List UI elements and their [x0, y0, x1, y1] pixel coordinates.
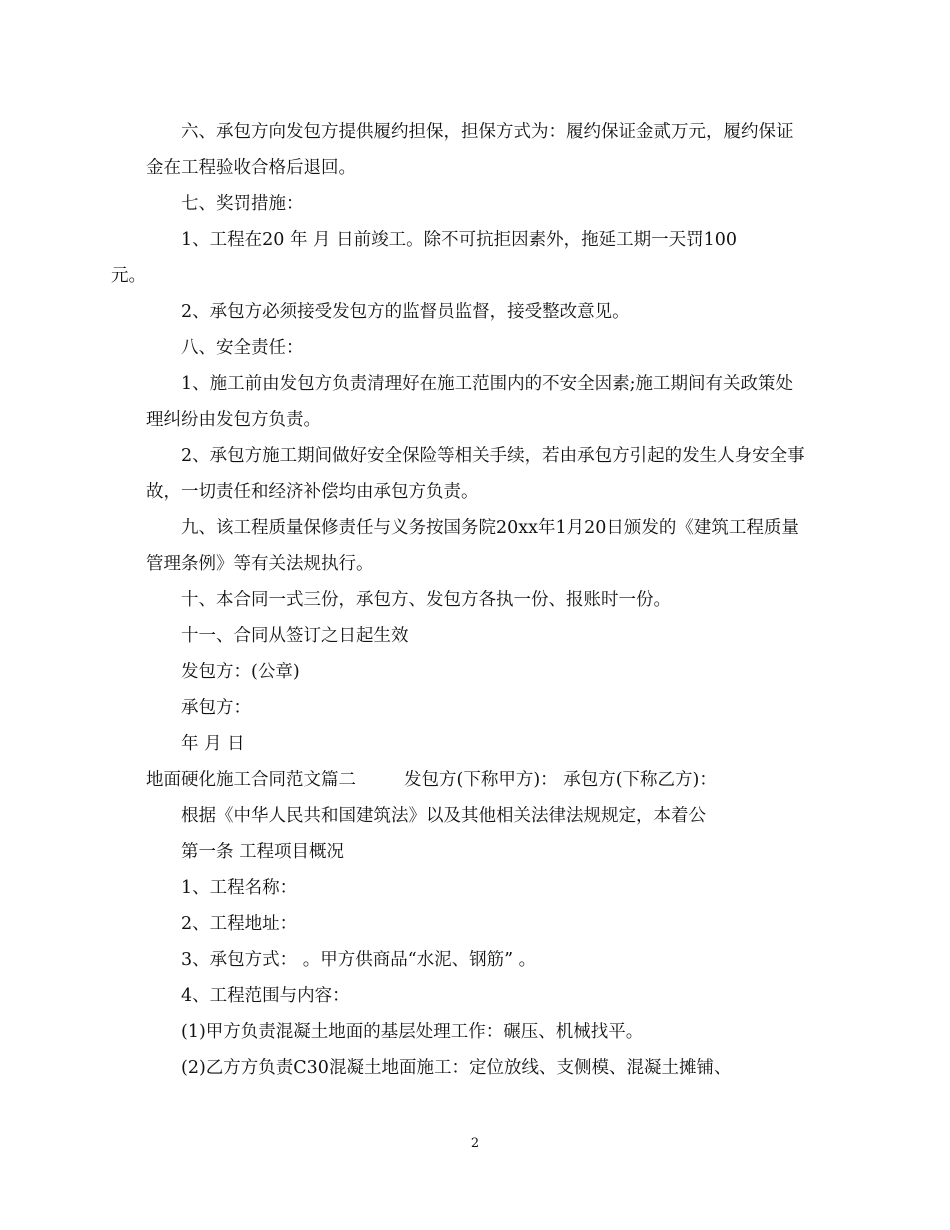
page-number: 2 — [470, 1136, 480, 1151]
paragraph-project-scope: 4、工程范围与内容： — [181, 986, 350, 1006]
paragraph-safety-clearance: 1、施工前由发包方负责清理好在施工范围内的不安全因素;施工期间有关政策处理纠纷由发包方负责。 — [146, 374, 794, 430]
paragraph-performance-guarantee: 六、承包方向发包方提供履约担保，担保方式为：履约保证金贰万元，履约保证金在工程验收合格后退回。 — [146, 122, 794, 178]
paragraph-employer-seal: 发包方：(公章) — [181, 662, 300, 682]
paragraph-reward-penalty-heading: 七、奖罚措施： — [181, 194, 304, 214]
paragraph-party-b-duty: (2)乙方方负责C30混凝土地面施工：定位放线、支侧模、混凝土摊铺、 — [181, 1058, 732, 1078]
paragraph-article-one-heading: 第一条 工程项目概况 — [181, 842, 345, 862]
paragraph-effective-date: 十一、合同从签订之日起生效 — [181, 626, 409, 646]
paragraph-date: 年 月 日 — [181, 734, 245, 754]
paragraph-project-name: 1、工程名称： — [181, 878, 298, 898]
paragraph-project-address: 2、工程地址： — [181, 914, 298, 934]
article-two-parties: 发包方(下称甲方)： 承包方(下称乙方)： — [404, 770, 717, 790]
paragraph-contractor-sign: 承包方： — [181, 698, 251, 718]
article-two-title: 地面硬化施工合同范文篇二 — [146, 770, 356, 790]
paragraph-legal-basis: 根据《中华人民共和国建筑法》以及其他相关法律法规规定，本着公 — [181, 806, 706, 826]
paragraph-supervision: 2、承包方必须接受发包方的监督员监督，接受整改意见。 — [181, 302, 630, 322]
paragraph-quality-warranty: 九、该工程质量保修责任与义务按国务院20xx年1月20日颁发的《建筑工程质量管理条例》等有关法规执行。 — [146, 518, 799, 574]
completion-deadline-line2: 元。 — [111, 266, 146, 286]
paragraph-contract-method: 3、承包方式： 。甲方供商品“水泥、钢筋” 。 — [181, 950, 537, 970]
paragraph-safety-insurance: 2、承包方施工期间做好安全保险等相关手续，若由承包方引起的发生人身安全事故，一切责任和经济补偿均由承包方负责。 — [146, 446, 805, 502]
completion-deadline-line1: 1、工程在20 年 月 日前竣工。除不可抗拒因素外，拖延工期一天罚100 — [181, 230, 737, 250]
paragraph-safety-heading: 八、安全责任： — [181, 338, 304, 358]
document-body — [111, 114, 806, 1086]
paragraph-copies: 十、本合同一式三份，承包方、发包方各执一份、报账时一份。 — [181, 590, 671, 610]
paragraph-article-two-title — [146, 762, 806, 798]
paragraph-completion-deadline — [111, 222, 806, 294]
paragraph-party-a-duty: (1)甲方负责混凝土地面的基层处理工作：碾压、机械找平。 — [181, 1022, 644, 1042]
